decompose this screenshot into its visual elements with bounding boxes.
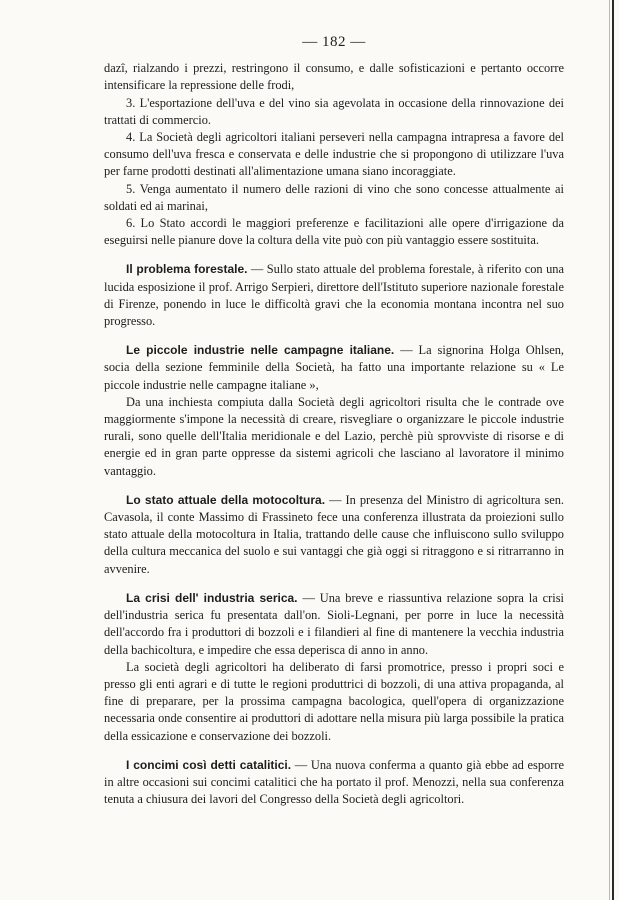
page-edge (612, 0, 614, 900)
section-text: — In presenza del Ministro di agricoltura sen. Cavasola, il conte Massimo di Frassineto fece una conferenza illustrata da proiezioni sullo stato attuale della motocoltura in Italia, trattando delle cause che influiscono sullo sviluppo della cultura meccanica del suolo e sui vantaggi che già oggi si ritraggono e si ritrarranno in avvenire. (104, 492, 564, 576)
section-text: — La signorina Holga Ohlsen, socia della sezione femminile della Società, ha fatto una importante relazione su « Le piccole industrie nelle campagne italiane », (104, 343, 564, 392)
section-industria-serica (104, 590, 564, 659)
section-paragraph: La società degli agricoltori ha deliberato di farsi promotrice, presso i propri soci e presso gli enti agrari e di tutte le regioni produttrici di bozzoli, di una attiva propaganda, al fine di preparare, per la prossima campagna bacologica, quell'opera di organizzazione necessaria onde consentire ai produttori di adottare nella misura più larga possibile la pratica della essicazione e conservazione dei bozzoli. (104, 659, 564, 743)
section-heading: Le piccole industrie nelle campagne italiane. (126, 343, 395, 358)
page-edge-shadow (609, 0, 610, 900)
section-concimi (104, 757, 564, 809)
section-text: — Una breve e riassuntiva relazione sopra la crisi dell'industria serica fu presentata dall'on. Sioli-Legnani, per porre in luce la necessità dell'accordo fra i produttori di bozzoli e i filandieri al fine di mantenere la vecchia industria della bachicoltura, e impedire che essa deperisca di anno in anno. (104, 590, 565, 657)
section-heading: Il problema forestale. (126, 262, 248, 277)
section-heading: La crisi dell' industria serica. (126, 590, 298, 605)
intro-lead: dazî, rialzando i prezzi, restringono il consumo, e dalle sofisticazioni e pertanto occorre intensificare la repressione delle frodi, (104, 61, 564, 93)
section-heading: I concimi così detti catalitici. (126, 757, 292, 772)
section-text: — Una nuova conferma a quanto già ebbe ad esporre in altre occasioni sui concimi catalitici che ha portato il prof. Menozzi, nella sua conferenza tenuta a chiusura dei lavori del Congresso della Società degli agricoltori. (104, 757, 564, 807)
section-motocoltura (104, 492, 564, 578)
intro-item-5: 5. Venga aumentato il numero delle razioni di vino che sono concesse attualmente ai soldati ed ai marinai, (104, 181, 564, 213)
section-heading: Lo stato attuale della motocoltura. (126, 492, 326, 507)
section-text: — Sullo stato attuale del problema forestale, à riferito con una lucida esposizione il prof. Arrigo Serpieri, direttore dell'Istituto superiore nazionale forestale di Firenze, ponendo in luce le difficoltà gravi che la economia montana incontra nel suo progresso. (104, 262, 564, 329)
section-paragraph: Da una inchiesta compiuta dalla Società degli agricoltori risulta che le contrade ove maggiormente s'impone la necessità di creare, risvegliare o organizzare le piccole industrie rurali, sono quelle dell'Italia meridionale e del Lazio, perchè più sprovviste di risorse e di energie ed in gran parte oppresse da sistemi agricoli che lasciano al lavoratore il minimo vantaggio. (104, 394, 564, 478)
page-number: — 182 — (302, 34, 366, 50)
intro-item-6: 6. Lo Stato accordi le maggiori preferenze e facilitazioni alle opere d'irrigazione da eseguirsi nelle pianure dove la coltura della vite può con più vantaggio essere sostituita. (104, 216, 564, 248)
intro-item-3: 3. L'esportazione dell'uva e del vino sia agevolata in occasione della rinnovazione dei trattati di commercio. (104, 95, 564, 127)
section-forestale (104, 261, 564, 330)
document-page (104, 34, 564, 808)
section-piccole-industrie (104, 342, 564, 394)
intro-item-4: 4. La Società degli agricoltori italiani perseveri nella campagna intrapresa a favore del consumo dell'uva fresca e conservata e delle industrie che si propongono di utilizzare l'uva per farne prodotti destinati all'alimentazione umana siano incoraggiate. (104, 130, 564, 179)
